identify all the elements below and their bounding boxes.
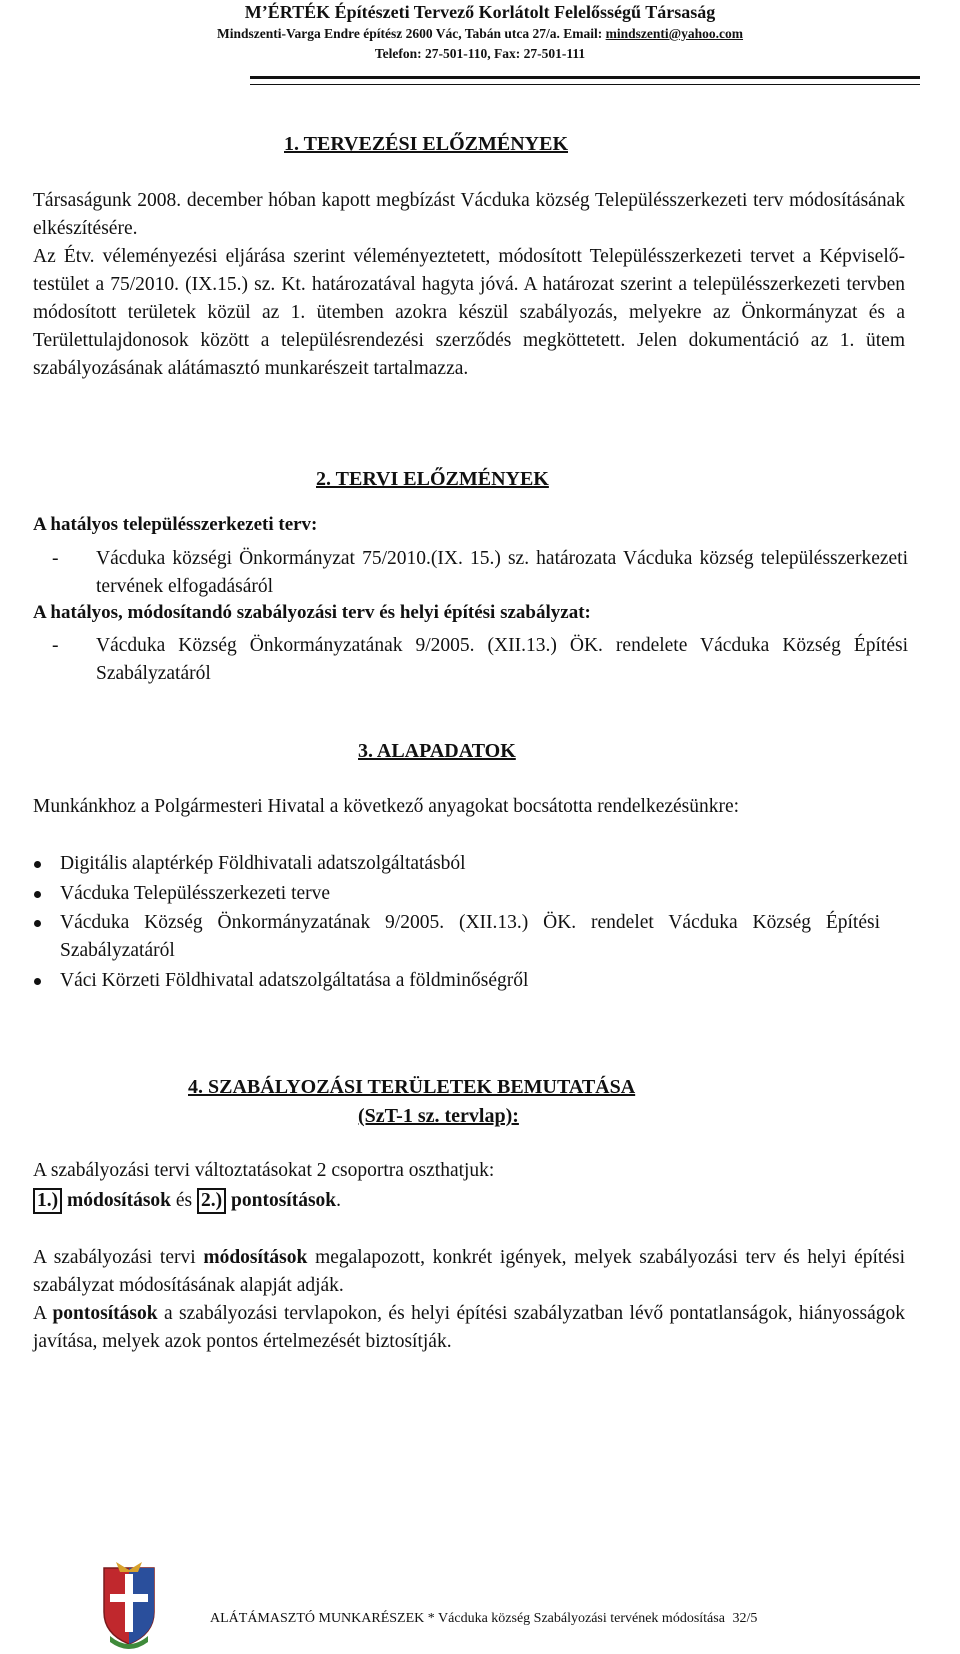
- company-phone: Telefon: 27-501-110, Fax: 27-501-111: [374, 46, 586, 61]
- para-text: A szabályozási tervi: [33, 1247, 196, 1268]
- coat-of-arms-icon: [98, 1560, 160, 1650]
- category-and: és: [175, 1190, 193, 1211]
- bullet-icon: [34, 861, 41, 868]
- email-link[interactable]: mindszenti@yahoo.com: [605, 26, 744, 41]
- bullet-icon: [34, 920, 41, 927]
- section1-para2: Az Étv. véleményezési eljárása szerint véleményeztetett, módosított Településszerkezeti tervet a Képviselő-testület a 75/2010. (IX.15.) sz. Kt. határozatával hagyta jóvá. A határozat szerint a településszerkezeti tervben módosított területek közül az 1. ütemben azokra készül szabályozás, melyekre az Önkormányzat és a Területtulajdonosok között a településrendezési szerződés megköttetett. Jelen dokumentáció az 1. ütem szabályozásának alátámasztó munkarészeit tartalmazza.: [33, 246, 905, 379]
- list-item: [60, 909, 880, 965]
- section2-item-structure-plan: [52, 545, 908, 601]
- section4-categories: [33, 1187, 905, 1215]
- category-box-1: 1.): [33, 1188, 62, 1214]
- page-footer: [210, 1611, 757, 1627]
- section2-title: 2. TERVI ELŐZMÉNYEK: [316, 468, 549, 490]
- section3-intro: Munkánkhoz a Polgármesteri Hivatal a következő anyagokat bocsátotta rendelkezésünkre:: [33, 796, 740, 817]
- bullet-icon: [34, 891, 41, 898]
- bullet-icon: [34, 978, 41, 985]
- section4-subtitle: (SzT-1 sz. tervlap):: [358, 1105, 519, 1127]
- dash-marker: -: [52, 548, 59, 569]
- section4-para-clarifications: [33, 1300, 905, 1356]
- category-period: .: [336, 1190, 342, 1211]
- list-item: [60, 880, 880, 908]
- section4-para-modifications: [33, 1244, 905, 1300]
- para-text: A: [33, 1303, 47, 1324]
- section2-item1-text: Vácduka községi Önkormányzat 75/2010.(IX. 15.) sz. határozata Vácduka község településszerkezeti tervének elfogadásáról: [96, 548, 908, 597]
- list-item-text: Vácduka Község Önkormányzatának 9/2005. (XII.13.) ÖK. rendelet Vácduka Község Építési Szabályzatáról: [60, 912, 880, 961]
- page-number: 32/5: [732, 1611, 758, 1626]
- category-modifications: módosítások: [67, 1190, 172, 1211]
- para-bold-term: pontosítások: [52, 1303, 158, 1324]
- para-bold-term: módosítások: [203, 1247, 308, 1268]
- list-item-text: Vácduka Településszerkezeti terve: [60, 883, 331, 904]
- company-address: Mindszenti-Varga Endre építész 2600 Vác, Tabán utca 27/a.: [216, 26, 560, 41]
- list-item-text: Váci Körzeti Földhivatal adatszolgáltatása a földminőségről: [60, 970, 529, 991]
- email-label: Email:: [563, 26, 603, 41]
- list-item-text: Digitális alaptérkép Földhivatali adatszolgáltatásból: [60, 853, 466, 874]
- company-address-line: [0, 26, 960, 42]
- section2-item-regulation: [52, 632, 908, 688]
- para-text: megalapozott, konkrét igények, melyek szabályozási terv és helyi építési szabályzat módosításának alapját adják.: [33, 1247, 906, 1296]
- dash-marker: -: [52, 635, 59, 656]
- section3-title: 3. ALAPADATOK: [358, 740, 516, 762]
- para-text: a szabályozási tervlapokon, és helyi építési szabályzatban lévő pontatlanságok, hiányosságok javítása, melyek azok pontos értelmezését biztosítják.: [33, 1303, 906, 1352]
- footer-left: ALÁTÁMASZTÓ MUNKARÉSZEK: [210, 1611, 425, 1626]
- section4-title: 4. SZABÁLYOZÁSI TERÜLETEK BEMUTATÁSA: [188, 1076, 636, 1098]
- section1-title: 1. TERVEZÉSI ELŐZMÉNYEK: [284, 133, 569, 155]
- company-name: M’ÉRTÉK Építészeti Tervező Korlátolt Felelősségű Társaság: [244, 2, 716, 22]
- header-rule-thin: [250, 84, 920, 85]
- section2-heading-regulation: A hatályos, módosítandó szabályozási terv és helyi építési szabályzat:: [33, 602, 591, 623]
- section2-heading-structure-plan: A hatályos településszerkezeti terv:: [33, 514, 318, 535]
- section1-para1: Társaságunk 2008. december hóban kapott megbízást Vácduka község Településszerkezeti terv módosításának elkészítésére.: [33, 190, 905, 239]
- list-item: [60, 850, 880, 878]
- category-box-2: 2.): [197, 1188, 226, 1214]
- category-clarifications: pontosítások: [231, 1190, 337, 1211]
- section2-item2-text: Vácduka Község Önkormányzatának 9/2005. (XII.13.) ÖK. rendelete Vácduka Község Építési Szabályzatáról: [96, 635, 908, 684]
- list-item: [60, 967, 880, 995]
- footer-middle: * Vácduka község Szabályozási tervének módosítása: [427, 1611, 725, 1626]
- section4-intro: A szabályozási tervi változtatásokat 2 csoportra oszthatjuk:: [33, 1160, 495, 1181]
- header-rule-thick: [250, 76, 920, 79]
